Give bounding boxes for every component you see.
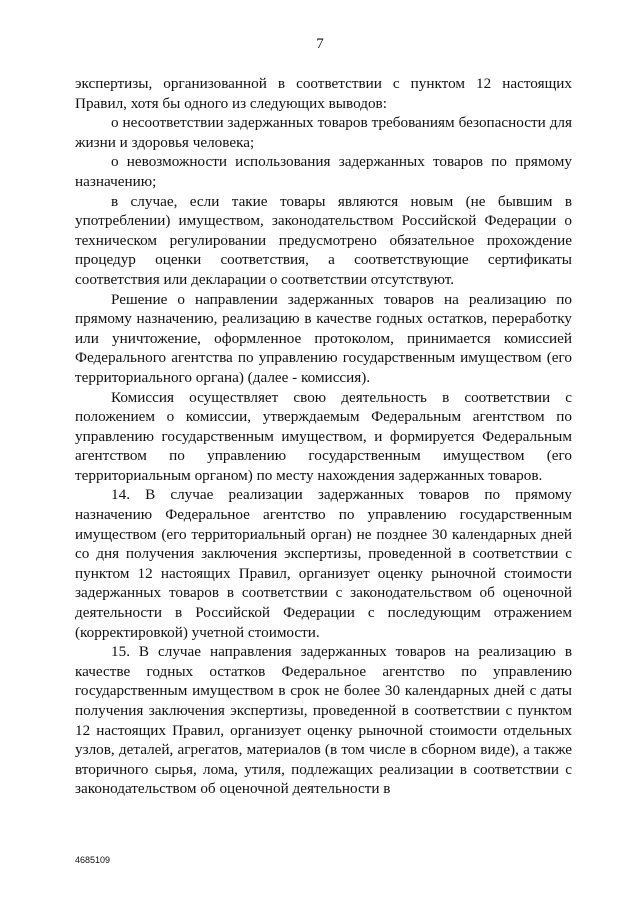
paragraph-safety-conclusion: о несоответствии задержанных товаров требованиям безопасности для жизни и здоровья человека; xyxy=(75,114,572,151)
paragraph-item-14: 14. В случае реализации задержанных товаров по прямому назначению Федеральное агентство по управлению государственным имуществом (его территориальный орган) не позднее 30 календарных дней со дня получения заключения экспертизы, проведенной в соответствии с пунктом 12 настоящих Правил, организует оценку рыночной стоимости задержанных товаров в соответствии с законодательством об оценочной деятельности в Российской Федерации с последующим отражением (корректировкой) учетной стоимости. xyxy=(75,486,572,641)
document-body xyxy=(75,74,572,799)
paragraph-purpose-conclusion: о невозможности использования задержанных товаров по прямому назначению; xyxy=(75,153,572,190)
paragraph-commission-activity: Комиссия осуществляет свою деятельность в соответствии с положением о комиссии, утверждаемым Федеральным агентством по управлению государственным имуществом, и формируется Федеральным агентством по управлению государственным имуществом (его территориальным органом) по месту нахождения задержанных товаров. xyxy=(75,388,572,484)
paragraph-certificates-conclusion: в случае, если такие товары являются новым (не бывшим в употреблении) имуществом, законодательством Российской Федерации о техническом регулировании предусмотрено обязательное прохождение процедур оценки соответствия, а соответствующие сертификаты соответствия или декларации о соответствии отсутствуют. xyxy=(75,192,572,288)
page-number: 7 xyxy=(316,36,324,52)
document-code: 4685109 xyxy=(75,855,111,865)
paragraph-commission-decision: Решение о направлении задержанных товаров на реализацию по прямому назначению, реализацию в качестве годных остатков, переработку или уничтожение, оформленное протоколом, принимается комиссией Федерального агентства по управлению государственным имуществом (его территориального органа) (далее - комиссия). xyxy=(75,290,572,386)
paragraph-item-15: 15. В случае направления задержанных товаров на реализацию в качестве годных остатков Федеральное агентство по управлению государственным имуществом в срок не более 30 календарных дней с даты получения заключения экспертизы, проведенной в соответствии с пунктом 12 настоящих Правил, организует оценку рыночной стоимости отдельных узлов, деталей, агрегатов, материалов (в том числе в сборном виде), а также вторичного сырья, лома, утиля, подлежащих реализации в соответствии с законодательством об оценочной деятельности в xyxy=(75,643,572,798)
paragraph-continuation: экспертизы, организованной в соответствии с пунктом 12 настоящих Правил, хотя бы одного из следующих выводов: xyxy=(75,75,572,112)
